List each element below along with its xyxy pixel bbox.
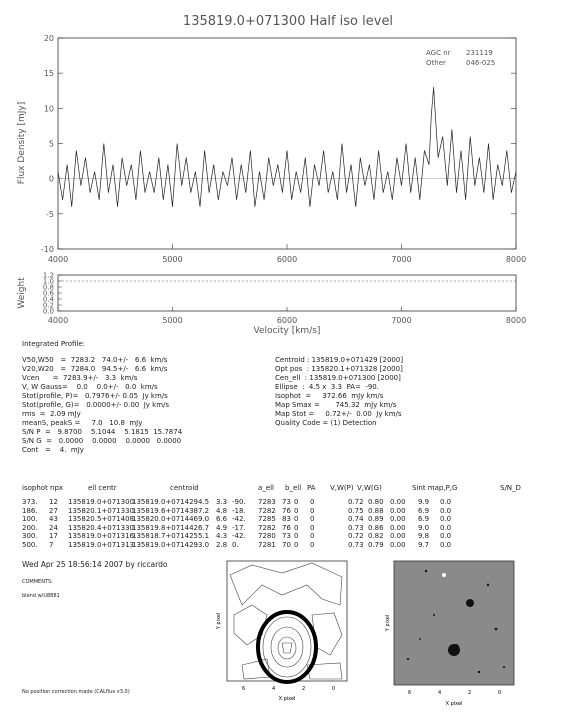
table-cell: 4.9 — [216, 523, 228, 532]
flux-series-line — [58, 87, 516, 207]
table-cell: 200. — [22, 523, 38, 532]
image-xtick: 2 — [468, 690, 472, 696]
table-cell: 135819.6+071438 — [132, 506, 198, 515]
comment-text: blend w/U8881 — [22, 593, 60, 599]
table-cell: 24 — [49, 523, 58, 532]
table-cell: 0.72 — [348, 498, 364, 506]
weight-y-tick-label: 0.4 — [42, 295, 54, 304]
table-cell: 135819.0+071429 — [132, 540, 198, 549]
table-cell: 0 — [294, 498, 299, 506]
contour-map — [212, 555, 362, 715]
contour-xtick: 6 — [242, 686, 246, 692]
profile-stat-line: S/N P = 9.8700 5.1044 5.1815 15.7874 — [22, 428, 183, 436]
table-cell: 0.0 — [440, 540, 452, 549]
flux-plot-frame — [58, 38, 516, 249]
chart-title: 135819.0+071300 Half iso level — [182, 14, 394, 29]
position-stat-line: Centroid : 135819.0+071429 [2000] — [275, 356, 404, 364]
table-cell: 373. — [22, 498, 38, 506]
x-tick-label: 7000 — [391, 255, 412, 264]
table-cell: 0.88 — [368, 506, 384, 515]
table-cell: 9.0 — [418, 523, 430, 532]
comments-label: COMMENTS: — [22, 579, 53, 585]
profile-stat-line: Stot(profile, P)= 0.7976+/- 0.05 Jy km/s — [22, 392, 168, 400]
table-cell: 135820.1+071330 — [68, 506, 134, 515]
table-cell: 76 — [282, 506, 291, 515]
table-cell: 6.9 — [418, 506, 430, 515]
profile-stat-line: rms = 2.09 mJy — [22, 410, 81, 418]
table-cell: 7280 — [258, 532, 276, 540]
bottom-note: No position correction made (CALflux v3.0) — [22, 689, 130, 695]
table-cell: 186. — [22, 506, 38, 515]
position-stat-line: Quality Code = (1) Detection — [275, 419, 377, 427]
optical-image-map — [384, 555, 534, 715]
image-xlabel: X pixel — [445, 701, 463, 707]
table-cell: -17. — [232, 523, 246, 532]
table-header-cell: PA — [307, 484, 316, 492]
position-stat-line: Isophot = 372.66 mJy km/s — [275, 392, 384, 400]
table-cell: 73 — [282, 532, 291, 540]
table-cell: -90. — [232, 498, 246, 506]
table-cell: 9.0 — [198, 515, 210, 523]
table-cell: 135819.0+071429 — [132, 498, 198, 506]
weight-y-tick-label: 0.8 — [42, 283, 54, 292]
table-cell: 0 — [310, 540, 315, 549]
table-cell: 0.89 — [368, 515, 384, 523]
table-cell: 83 — [282, 515, 291, 523]
table-cell: 76 — [282, 523, 291, 532]
agc-value: 231119 — [466, 49, 493, 57]
weight-y-tick-label: 0.6 — [42, 289, 54, 298]
table-cell: 0.00 — [390, 506, 406, 515]
table-header-cell: V,W(G) — [357, 484, 382, 492]
table-cell: 73 — [282, 498, 291, 506]
table-cell: 500. — [22, 540, 38, 549]
profile-stat-line: meanS, peakS = 7.0 10.8 mJy — [22, 419, 143, 427]
table-header-cell: centroid — [170, 484, 199, 492]
table-cell: 0.74 — [348, 515, 364, 523]
table-header-cell: S/N_D — [500, 484, 521, 492]
table-cell: 0 — [294, 540, 299, 549]
weight-x-tick-label: 6000 — [276, 316, 298, 325]
profile-stat-line: Stot(profile, G)= 0.0000+/- 0.00 Jy km/s — [22, 401, 170, 409]
table-cell: 0 — [294, 523, 299, 532]
table-header-cell: V,W(P) — [330, 484, 354, 492]
table-cell: 135819.8+071442 — [132, 523, 198, 532]
table-cell: 6.7 — [198, 523, 210, 532]
profile-stat-line: V20,W20 = 7284.0 94.5+/- 6.6 km/s — [22, 365, 168, 373]
table-cell: 0.79 — [368, 540, 384, 549]
contour-xtick: 2 — [302, 686, 306, 692]
position-stat-line: Cen_ell : 135819.0+071300 [2000] — [275, 374, 401, 382]
contour-xtick: 4 — [272, 686, 276, 692]
table-cell: 7283 — [258, 498, 276, 506]
table-cell: 0 — [310, 523, 315, 532]
table-cell: 135818.7+071425 — [132, 532, 198, 540]
y-tick-label: 5 — [48, 139, 54, 149]
image-ylabel: Y pixel — [385, 614, 391, 632]
image-xtick: 6 — [408, 690, 412, 696]
table-cell: 9.8 — [418, 532, 430, 540]
table-cell: 7282 — [258, 506, 276, 515]
weight-x-tick-label: 7000 — [391, 316, 412, 325]
x-tick-label: 5000 — [162, 255, 183, 264]
y-tick-label: 20 — [43, 34, 54, 43]
table-cell: 43 — [49, 515, 58, 523]
weight-x-tick-label: 8000 — [505, 316, 527, 325]
profile-stat-line: V, W Gauss= 0.0 0.0+/- 0.0 km/s — [22, 383, 158, 391]
table-cell: 0.0 — [440, 506, 452, 515]
table-cell: 6.9 — [418, 515, 430, 523]
table-cell: 4.8 — [216, 506, 228, 515]
table-cell: -18. — [232, 506, 246, 515]
table-cell: 12 — [49, 498, 58, 506]
table-cell: 27 — [49, 506, 58, 515]
table-cell: -42. — [232, 515, 246, 523]
contour-ylabel: Y pixel — [216, 612, 222, 630]
table-cell: 4.3 — [216, 532, 228, 540]
table-cell: 0.00 — [390, 515, 406, 523]
table-cell: 0.0 — [440, 498, 452, 506]
table-header-cell: Sint map,P,G — [412, 484, 458, 492]
other-value: 046-025 — [466, 59, 496, 67]
table-cell: 0 — [310, 515, 315, 523]
velocity-x-axis-label: Velocity [km/s] — [253, 326, 321, 336]
weight-y-tick-label: 1.2 — [42, 271, 54, 280]
table-cell: 0 — [294, 532, 299, 540]
table-cell: 9.9 — [418, 498, 430, 506]
table-cell: 2.8 — [216, 540, 228, 549]
table-cell: 0.82 — [368, 532, 384, 540]
table-cell: 0.86 — [368, 523, 384, 532]
contour-xlabel: X pixel — [278, 696, 296, 702]
table-cell: 7.2 — [198, 506, 210, 515]
contour-xtick: 0 — [332, 686, 336, 692]
profile-stat-line: Vcen = 7283.9+/- 3.3 km/s — [22, 374, 138, 382]
x-tick-label: 8000 — [505, 255, 527, 264]
integrated-profile-title: Integrated Profile: — [22, 340, 86, 348]
table-cell: 0.0 — [440, 523, 452, 532]
x-tick-label: 6000 — [276, 255, 298, 264]
table-cell: 135820.4+071330 — [68, 523, 134, 532]
timestamp: Wed Apr 25 18:56:14 2007 by riccardo — [22, 560, 168, 569]
y-tick-label: 15 — [43, 69, 54, 79]
profile-stat-line: Cont = 4. mJy — [22, 446, 84, 454]
table-cell: 0.0 — [440, 532, 452, 540]
position-stat-line: Map Smax = 745.32 mJy km/s — [275, 401, 397, 409]
table-cell: 0.00 — [390, 498, 406, 506]
weight-y-axis-label: Weight — [17, 277, 27, 309]
y-tick-label: -10 — [40, 245, 54, 254]
position-stat-line: Ellipse : 4.5 x 3.3 PA= -90. — [275, 383, 379, 391]
table-cell: 0 — [294, 506, 299, 515]
table-cell: 0.00 — [390, 532, 406, 540]
table-cell: 3.0 — [198, 540, 210, 549]
table-cell: 7285 — [258, 515, 276, 523]
table-header-cell: b_ell — [285, 484, 302, 492]
position-stat-line: Opt pos : 135820.1+071328 [2000] — [275, 365, 403, 373]
table-cell: 17 — [49, 532, 58, 540]
table-cell: 7282 — [258, 523, 276, 532]
weight-x-tick-label: 4000 — [47, 316, 69, 325]
table-cell: 0.72 — [348, 532, 364, 540]
table-header-cell: a_ell — [258, 484, 274, 492]
table-cell: 7 — [49, 540, 54, 549]
table-cell: 0.00 — [390, 523, 406, 532]
table-cell: 0.00 — [390, 540, 406, 549]
table-cell: 0 — [310, 532, 315, 540]
weight-y-tick-label: 0.2 — [42, 301, 54, 310]
table-cell: 9.7 — [418, 540, 430, 549]
image-xtick: 0 — [498, 690, 502, 696]
flux-y-axis-label: Flux Density [mJy] — [17, 101, 27, 185]
table-cell: 0.75 — [348, 506, 364, 515]
table-cell: 6.6 — [216, 515, 228, 523]
table-cell: 135819.0+071300 — [68, 498, 134, 506]
weight-chart — [0, 265, 576, 345]
table-cell: 100. — [22, 515, 38, 523]
table-cell: 7281 — [258, 540, 276, 549]
table-cell: 3.3 — [216, 498, 228, 506]
profile-stat-line: V50,W50 = 7283.2 74.0+/- 6.6 km/s — [22, 356, 168, 364]
table-cell: 0.73 — [348, 523, 364, 532]
weight-y-tick-label: 1.0 — [42, 277, 54, 286]
table-cell: 0.0 — [440, 515, 452, 523]
x-tick-label: 4000 — [47, 255, 69, 264]
position-stat-line: Map Stot = 0.72+/- 0.00 Jy km/s — [275, 410, 402, 418]
table-cell: 135819.0+071313 — [68, 540, 134, 549]
table-cell: 0. — [232, 540, 239, 549]
y-tick-label: 0 — [48, 174, 54, 184]
table-cell: 4.5 — [198, 498, 210, 506]
table-cell: 0.73 — [348, 540, 364, 549]
table-cell: 135820.5+071408 — [68, 515, 134, 523]
weight-plot-frame — [58, 275, 516, 311]
other-label: Other — [426, 59, 446, 67]
table-cell: 0 — [310, 506, 315, 515]
table-cell: 0 — [294, 515, 299, 523]
table-header-cell: isophot npx — [22, 484, 64, 492]
table-cell: 5.1 — [198, 532, 210, 540]
table-cell: 135819.0+071316 — [68, 532, 134, 540]
table-cell: 135820.0+071446 — [132, 515, 198, 523]
y-tick-label: -5 — [46, 209, 54, 219]
table-cell: 300. — [22, 532, 38, 540]
weight-y-tick-label: 0.0 — [42, 307, 54, 316]
table-cell: -42. — [232, 532, 246, 540]
table-cell: 0.80 — [368, 498, 384, 506]
weight-x-tick-label: 5000 — [162, 316, 183, 325]
profile-stat-line: S/N G = 0.0000 0.0000 0.0000 0.0000 — [22, 437, 182, 445]
y-tick-label: 10 — [43, 104, 54, 114]
table-cell: 0 — [310, 498, 315, 506]
table-header-cell: ell centr — [88, 484, 117, 492]
image-xtick: 4 — [438, 690, 442, 696]
table-cell: 70 — [282, 540, 291, 549]
agc-label: AGC nr — [426, 49, 451, 57]
